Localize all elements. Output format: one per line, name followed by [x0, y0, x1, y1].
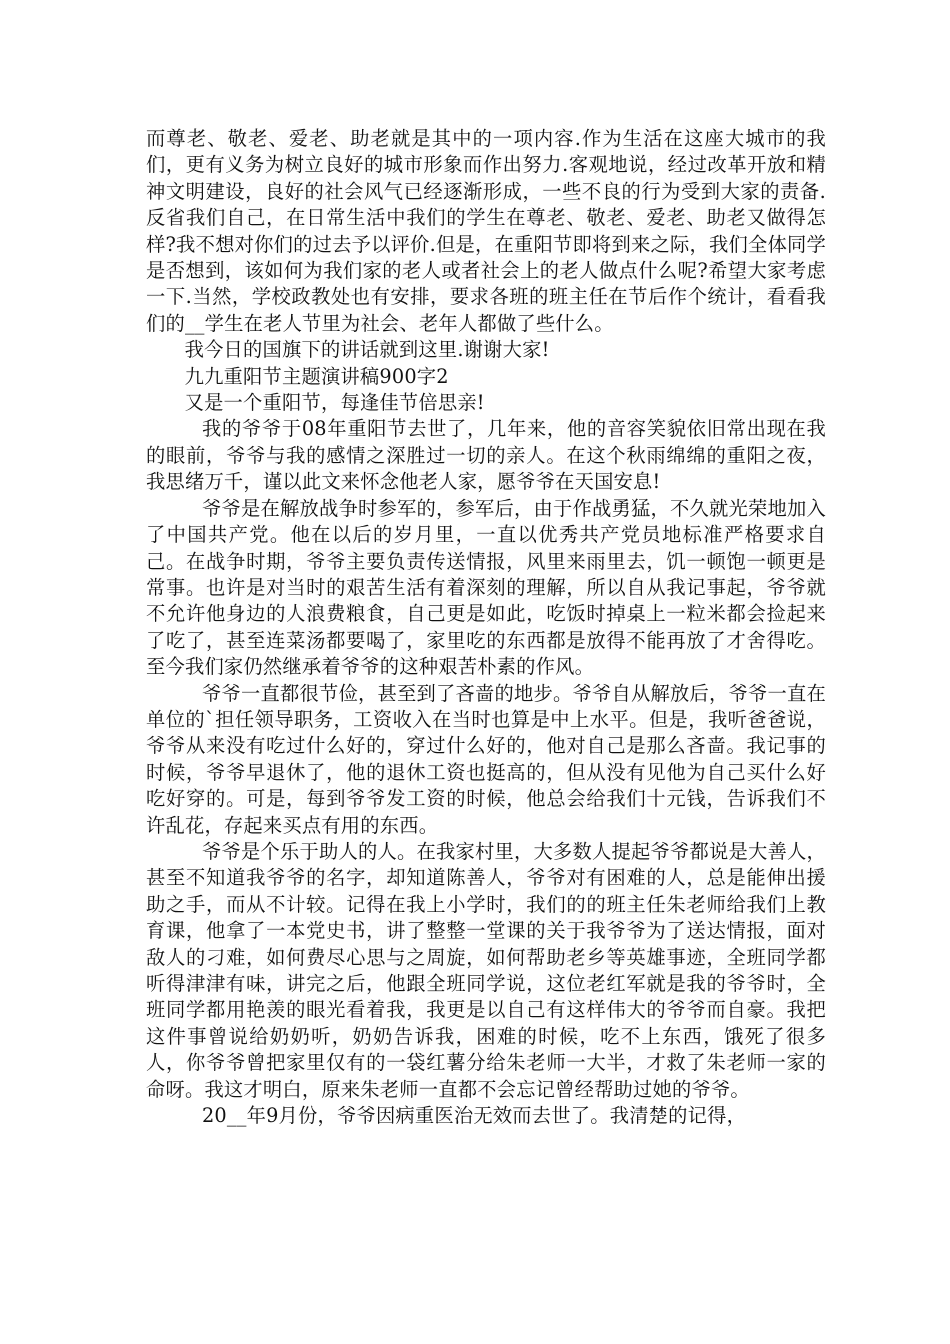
document-body: [146, 126, 826, 1129]
paragraph-grandfather-army: 爷爷是在解放战争时参军的，参军后，由于作战勇猛，不久就光荣地加入了中国共产党。他在以后的岁月里，一直以优秀共产党员地标准严格要求自己。在战争时期，爷爷主要负责传送情报，风里来雨里去，饥一顿饱一顿更是常事。也许是对当时的艰苦生活有着深刻的理解，所以自从我记事起，爷爷就不允许他身边的人浪费粮食，自己更是如此，吃饭时掉桌上一粒米都会捡起来了吃了，甚至连菜汤都要喝了，家里吃的东西都是放得不能再放了才舍得吃。至今我们家仍然继承着爷爷的这种艰苦朴素的作风。: [146, 496, 826, 679]
paragraph-closing-remarks: 我今日的国旗下的讲话就到这里.谢谢大家!: [184, 338, 550, 362]
paragraph-grandfather-kindness: 爷爷是个乐于助人的人。在我家村里，大多数人提起爷爷都说是大善人，甚至不知道我爷爷的名字，却知道陈善人，爷爷对有困难的人，总是能伸出援助之手，而从不计较。记得在我上小学时，我们的的班主任朱老师给我们上教育课，他拿了一本党史书，讲了整整一堂课的关于我爷爷为了送达情报，面对敌人的刁难，如何费尽心思与之周旋，如何帮助老乡等英雄事迹，全班同学都听得津津有味，讲完之后，他跟全班同学说，这位老红军就是我的爷爷时，全班同学都用艳羡的眼光看着我，我更是以自己有这样伟大的爷爷而自豪。我把这件事曾说给奶奶听，奶奶告诉我，困难的时候，吃不上东西，饿死了很多人，你爷爷曾把家里仅有的一袋红薯分给朱老师一大半，才救了朱老师一家的命呀。我这才明白，原来朱老师一直都不会忘记曾经帮助过她的爷爷。: [146, 839, 826, 1101]
paragraph-grandfather-death: 20__年9月份，爷爷因病重医治无效而去世了。我清楚的记得，: [201, 1104, 747, 1128]
paragraph-opening: 又是一个重阳节，每逢佳节倍思亲!: [184, 391, 485, 415]
paragraph-continuation: 而尊老、敬老、爱老、助老就是其中的一项内容.作为生活在这座大城市的我们，更有义务为树立良好的城市形象而作出努力.客观地说，经过改革开放和精神文明建设，良好的社会风气已经逐渐形成，一些不良的行为受到大家的责备.反省我们自己，在日常生活中我们的学生在尊老、敬老、爱老、助老又做得怎样?我不想对你们的过去予以评价.但是，在重阳节即将到来之际，我们全体同学是否想到，该如何为我们家的老人或者社会上的老人做点什么呢?希望大家考虑一下.当然，学校政教处也有安排，要求各班的班主任在节后作个统计，看看我们的__学生在老人节里为社会、老年人都做了些什么。: [146, 127, 826, 335]
paragraph-grandfather-memory: 我的爷爷于08年重阳节去世了，几年来，他的音容笑貌依旧常出现在我的眼前，爷爷与我的感情之深胜过一切的亲人。在这个秋雨绵绵的重阳之夜，我思绪万千，谨以此文来怀念他老人家，愿爷爷在天国安息!: [146, 417, 826, 494]
paragraph-grandfather-thrift: 爷爷一直都很节俭，甚至到了吝啬的地步。爷爷自从解放后，爷爷一直在单位的`担任领导职务，工资收入在当时也算是中上水平。但是，我听爸爸说，爷爷从来没有吃过什么好的，穿过什么好的，他对自己是那么吝啬。我记事的时候，爷爷早退休了，他的退休工资也挺高的，但从没有见他为自己买什么好吃好穿的。可是，每到爷爷发工资的时候，他总会给我们十元钱，告诉我们不许乱花，存起来买点有用的东西。: [146, 681, 826, 837]
section-title: 九九重阳节主题演讲稿900字2: [184, 364, 449, 388]
